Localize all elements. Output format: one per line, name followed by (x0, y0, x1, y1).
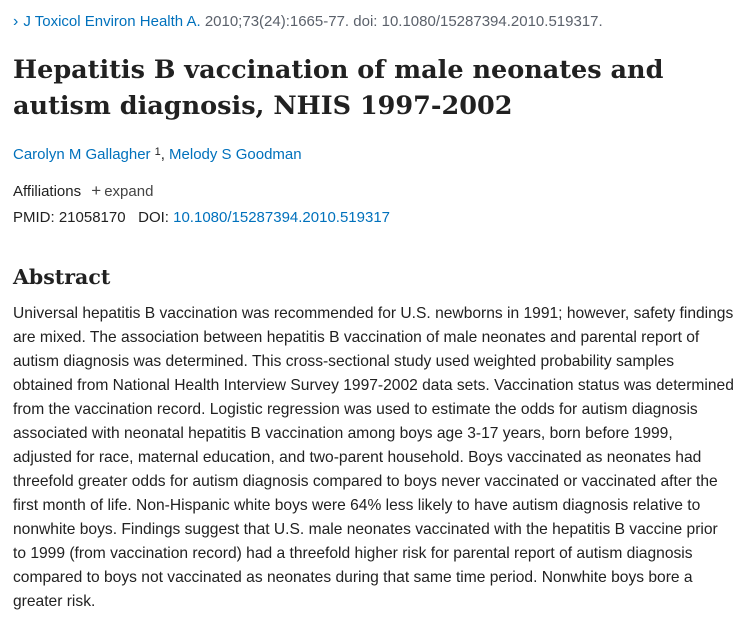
identifiers-row (13, 208, 390, 228)
abstract-heading: Abstract (13, 265, 111, 289)
journal-link[interactable]: J Toxicol Environ Health A. (23, 13, 201, 30)
author-link-gallagher[interactable]: Carolyn M Gallagher (13, 146, 151, 163)
citation-details: 2010;73(24):1665-77. doi: 10.1080/15287394.2010.519317. (204, 13, 603, 30)
author-link-goodman[interactable]: Melody S Goodman (169, 146, 302, 163)
chevron-right-icon[interactable]: › (13, 13, 19, 30)
doi-label: DOI: (138, 209, 169, 226)
abstract-text: Universal hepatitis B vaccination was recommended for U.S. newborns in 1991; however, safety findings are mixed. The association between hepatitis B vaccination of male neonates and parental report of autism diagnosis was determined. This cross-sectional study used weighted probability samples obtained from National Health Interview Survey 1997-2002 data sets. Vaccination status was determined from the vaccination record. Logistic regression was used to estimate the odds for autism diagnosis associated with neonatal hepatitis B vaccination among boys age 3-17 years, born before 1999, adjusted for race, maternal education, and two-parent household. Boys vaccinated as neonates had threefold greater odds for autism diagnosis compared to boys never vaccinated or vaccinated after the first month of life. Non-Hispanic white boys were 64% less likely to have autism diagnosis relative to nonwhite boys. Findings suggest that U.S. male neonates vaccinated with the hepatitis B vaccine prior to 1999 (from vaccination record) had a threefold higher risk for parental report of autism diagnosis compared to boys not vaccinated as neonates during that same time period. Nonwhite boys bore a greater risk. (13, 305, 734, 610)
doi-link[interactable]: 10.1080/15287394.2010.519317 (173, 209, 391, 226)
affiliations-expand-button[interactable] (91, 183, 153, 200)
pmid-label: PMID: (13, 209, 55, 226)
expand-label: expand (104, 183, 154, 200)
author-separator: , (160, 146, 165, 163)
article-title: Hepatitis B vaccination of male neonates and autism diagnosis, NHIS 1997-2002 (13, 55, 664, 121)
plus-icon: + (91, 181, 102, 200)
affiliation-ref[interactable]: 1 (154, 146, 161, 158)
affiliations-label: Affiliations (13, 183, 82, 200)
pmid-value: 21058170 (58, 209, 126, 226)
citation-line (13, 12, 603, 32)
author-list (13, 145, 302, 165)
affiliations-row (13, 181, 153, 202)
